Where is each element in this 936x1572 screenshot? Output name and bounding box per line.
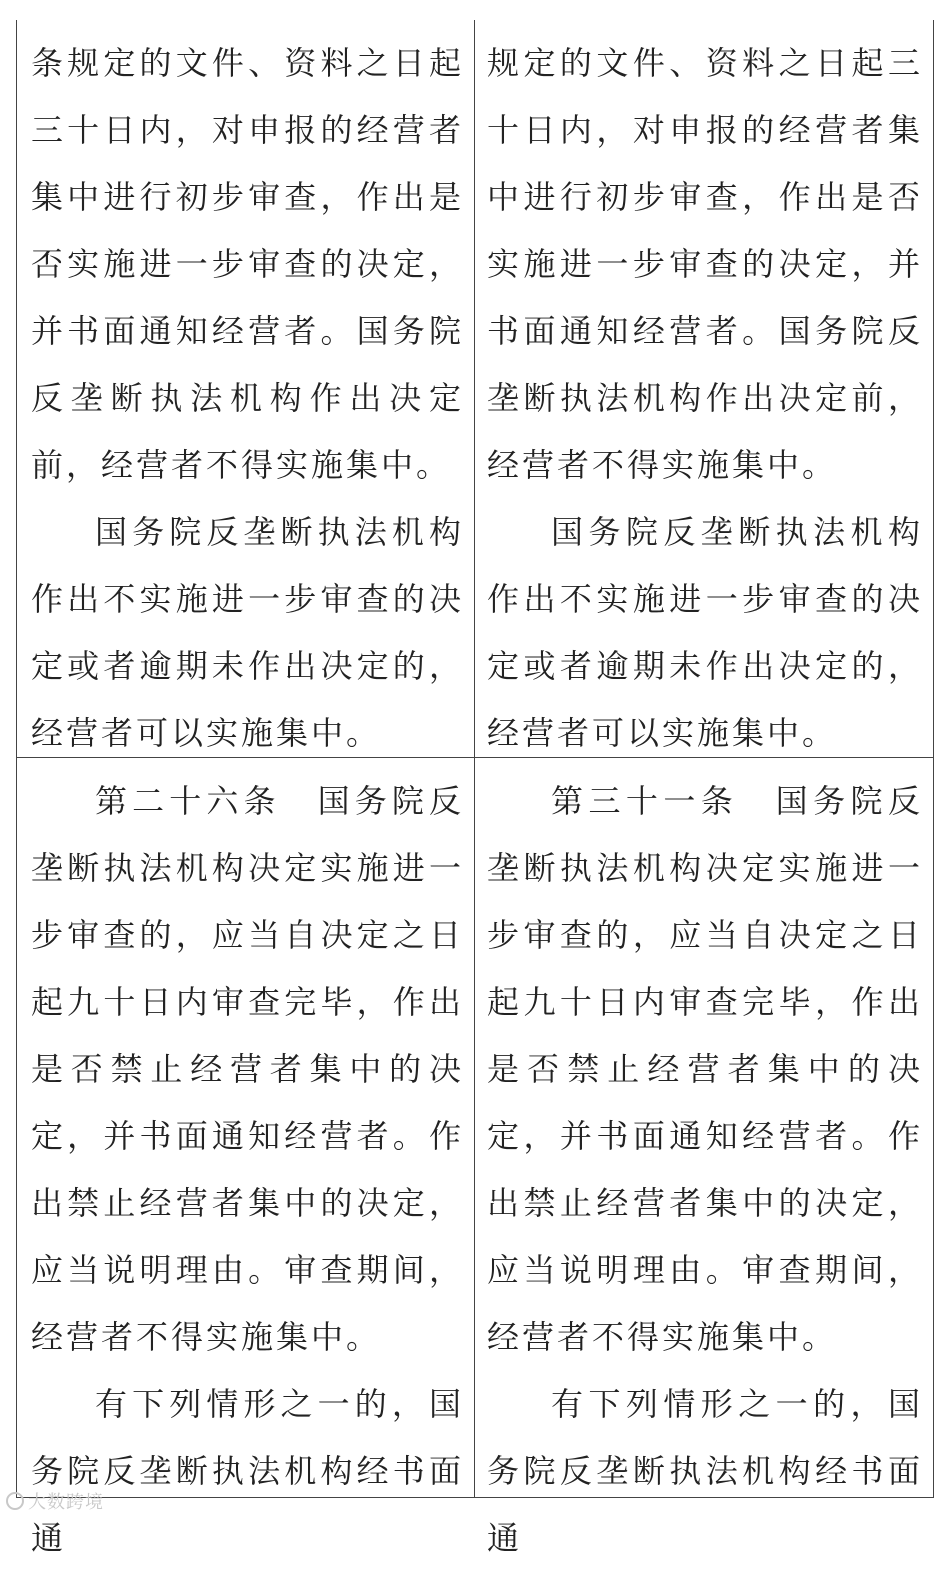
- logo-swirl-icon: [6, 1492, 24, 1510]
- watermark: [6, 1488, 104, 1514]
- paragraph: 有下列情形之一的，国务院反垄断执法机构经书面通: [487, 1385, 923, 1557]
- table-row: [17, 20, 933, 757]
- paragraph: 有下列情形之一的，国务院反垄断执法机构经书面通: [31, 1385, 464, 1557]
- paragraph: 规定的文件、资料之日起三十日内，对申报的经营者集中进行初步审查，作出是否实施进一步审查的决定，并书面通知经营者。国务院反垄断执法机构作出决定前，经营者不得实施集中。: [487, 44, 923, 484]
- watermark-text: 大数跨境: [28, 1492, 104, 1513]
- paragraph: 国务院反垄断执法机构作出不实施进一步审查的决定或者逾期未作出决定的，经营者可以实施集中。: [487, 513, 923, 752]
- paragraph: 第二十六条 国务院反垄断执法机构决定实施进一步审查的，应当自决定之日起九十日内审查完毕，作出是否禁止经营者集中的决定，并书面通知经营者。作出禁止经营者集中的决定，应当说明理由。审查期间，经营者不得实施集中。: [31, 782, 464, 1356]
- table-cell-original: [17, 20, 475, 757]
- table-cell-revised: [475, 758, 933, 1557]
- table-cell-revised: [475, 20, 933, 757]
- paragraph: 国务院反垄断执法机构作出不实施进一步审查的决定或者逾期未作出决定的，经营者可以实施集中。: [31, 513, 464, 752]
- paragraph: 条规定的文件、资料之日起三十日内，对申报的经营者集中进行初步审查，作出是否实施进一步审查的决定，并书面通知经营者。国务院反垄断执法机构作出决定前，经营者不得实施集中。: [31, 44, 464, 484]
- paragraph: 第三十一条 国务院反垄断执法机构决定实施进一步审查的，应当自决定之日起九十日内审查完毕，作出是否禁止经营者集中的决定，并书面通知经营者。作出禁止经营者集中的决定，应当说明理由。审查期间，经营者不得实施集中。: [487, 782, 923, 1356]
